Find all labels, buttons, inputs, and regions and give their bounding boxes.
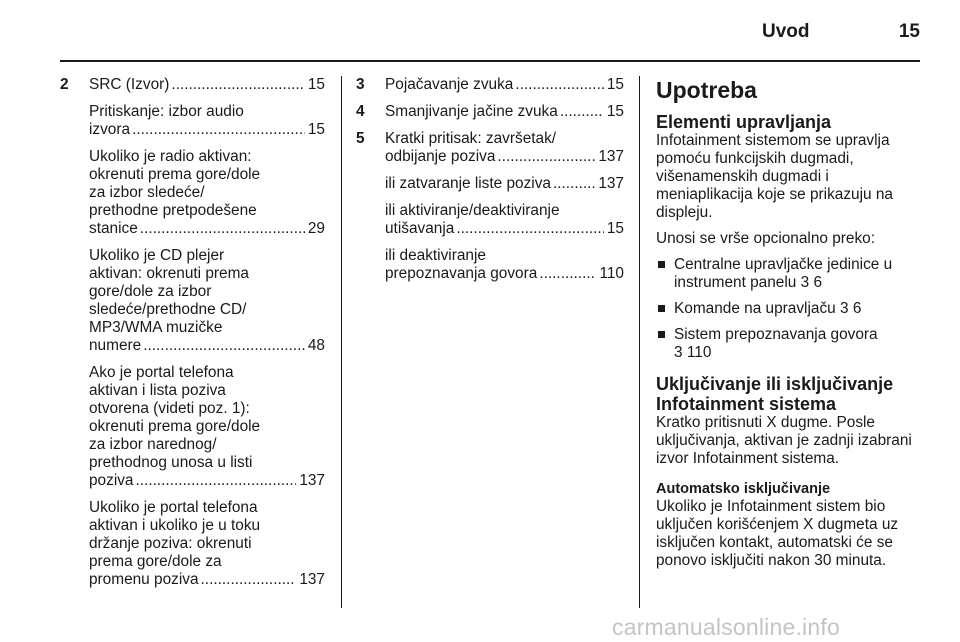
leader-dots bbox=[201, 571, 297, 589]
subheading-onoff bbox=[656, 374, 926, 414]
text-line: Komande na upravljaču bbox=[674, 300, 840, 317]
column-divider-2 bbox=[639, 76, 640, 608]
page-ref: 6 bbox=[813, 274, 823, 291]
entry-text: SRC (Izvor) bbox=[89, 76, 170, 93]
text-line: ponovo isključiti nakon 30 minuta. bbox=[656, 552, 887, 569]
item-number: 5 bbox=[356, 130, 365, 147]
text-line: aktivan i ukoliko je u toku bbox=[89, 517, 261, 534]
leader-dots bbox=[539, 265, 596, 283]
page-header bbox=[0, 0, 960, 62]
item-3 bbox=[356, 76, 624, 94]
text-line: MP3/WMA muzičke bbox=[89, 319, 223, 336]
page-ref: 110 bbox=[599, 265, 624, 282]
page-ref: 15 bbox=[606, 103, 624, 120]
text-line: Infotainment sistemom se upravlja bbox=[656, 132, 890, 149]
column-1 bbox=[60, 76, 325, 598]
text-line: uključivanja, aktivan je zadnji izabrani bbox=[656, 432, 912, 449]
square-bullet-icon bbox=[658, 331, 665, 338]
phone-list-paragraph bbox=[89, 364, 325, 490]
leader-dots bbox=[136, 472, 297, 490]
text-line: aktivan: okrenuti prema bbox=[89, 265, 249, 282]
press-paragraph bbox=[89, 103, 325, 139]
header-divider bbox=[60, 60, 920, 62]
mute-paragraph bbox=[385, 202, 624, 238]
text-line: prethodnog unosa u listi bbox=[89, 454, 253, 471]
onoff-paragraph bbox=[656, 414, 926, 468]
item-number: 3 bbox=[356, 76, 365, 93]
entry-text: poziva bbox=[89, 472, 134, 489]
section-heading: Upotreba bbox=[656, 77, 757, 103]
page-ref: 110 bbox=[686, 344, 712, 361]
ref-arrow-icon: 3 bbox=[839, 300, 849, 317]
text-line: Ukoliko je CD plejer bbox=[89, 247, 225, 264]
page-ref: 29 bbox=[307, 220, 325, 237]
entry-text: numere bbox=[89, 337, 142, 354]
entry-text: prepoznavanja govora bbox=[385, 265, 538, 282]
item-2 bbox=[60, 76, 325, 589]
ref-arrow-icon: 3 bbox=[800, 274, 810, 291]
text-line: Kratko pritisnuti bbox=[656, 414, 767, 431]
auto-off-paragraph bbox=[656, 498, 926, 570]
leader-dots bbox=[143, 337, 305, 355]
src-line bbox=[89, 76, 325, 94]
bullet-item bbox=[656, 326, 926, 362]
leader-dots bbox=[497, 148, 595, 166]
column-2 bbox=[356, 76, 624, 292]
page-ref: 137 bbox=[598, 148, 624, 165]
entry-text: Smanjivanje jačine zvuka bbox=[385, 103, 558, 120]
text-line: aktivan i lista poziva bbox=[89, 382, 226, 399]
radio-paragraph bbox=[89, 148, 325, 238]
close-list-paragraph bbox=[385, 175, 624, 193]
page-ref: 15 bbox=[606, 220, 624, 237]
item-5 bbox=[356, 130, 624, 283]
power-symbol-icon: X bbox=[803, 516, 814, 533]
text-line: gore/dole za izbor bbox=[89, 283, 212, 300]
text-line: Kratki pritisak: završetak/ bbox=[385, 130, 557, 147]
section-title: Uvod bbox=[762, 21, 810, 42]
page-ref: 48 bbox=[307, 337, 325, 354]
voice-paragraph bbox=[385, 247, 624, 283]
text-line: okrenuti prema gore/dole bbox=[89, 418, 261, 435]
text-line: dugme. Posle bbox=[776, 414, 875, 431]
call-hold-paragraph bbox=[89, 499, 325, 589]
leader-dots bbox=[171, 76, 305, 94]
text-line: okrenuti prema gore/dole bbox=[89, 166, 261, 183]
bullet-item bbox=[656, 300, 926, 318]
leader-dots bbox=[515, 76, 604, 94]
entry-text: ili zatvaranje liste poziva bbox=[385, 175, 551, 192]
text-line: instrument panelu bbox=[674, 274, 801, 291]
page-ref: 15 bbox=[307, 76, 325, 93]
ref-arrow-icon: 3 bbox=[674, 344, 683, 361]
page-ref: 137 bbox=[299, 571, 325, 588]
column-3 bbox=[656, 76, 926, 578]
text-line: Ukoliko je portal telefona bbox=[89, 499, 258, 516]
page-ref: 15 bbox=[307, 121, 325, 138]
bullet-item bbox=[656, 256, 926, 292]
leader-dots bbox=[132, 121, 305, 139]
leader-dots bbox=[140, 220, 305, 238]
entry-text: utišavanja bbox=[385, 220, 455, 237]
text-line: Centralne upravljačke jedinice u bbox=[674, 256, 893, 273]
column-divider-1 bbox=[341, 76, 342, 608]
square-bullet-icon bbox=[658, 261, 665, 268]
text-line: ili aktiviranje/deaktiviranje bbox=[385, 202, 560, 219]
text-line: prema gore/dole za bbox=[89, 553, 222, 570]
text-line: dugmeta uz bbox=[813, 516, 899, 533]
page-ref: 6 bbox=[852, 300, 862, 317]
subheading-controls: Elementi upravljanja bbox=[656, 112, 832, 132]
entry-text: izvora bbox=[89, 121, 131, 138]
text-line: displeju. bbox=[656, 204, 713, 221]
inputs-paragraph: Unosi se vrše opcionalno preko: bbox=[656, 230, 876, 247]
text-line: Pritiskanje: izbor audio bbox=[89, 103, 244, 120]
text-line: sledeće/prethodne CD/ bbox=[89, 301, 247, 318]
text-line: Ukoliko je Infotainment sistem bio bbox=[656, 498, 886, 515]
text-line: meniaplikacija koje se prikazuju na bbox=[656, 186, 893, 203]
text-line: ili deaktiviranje bbox=[385, 247, 486, 264]
text-line: za izbor sledeće/ bbox=[89, 184, 205, 201]
entry-text: Pojačavanje zvuka bbox=[385, 76, 514, 93]
text-line: višenamenskih dugmadi i bbox=[656, 168, 829, 185]
text-line: držanje poziva: okrenuti bbox=[89, 535, 252, 552]
text-line: izvor Infotainment sistema. bbox=[656, 450, 840, 467]
text-line: prethodne pretpodešene bbox=[89, 202, 257, 219]
text-line: uključen korišćenjem bbox=[656, 516, 804, 533]
text-line: Sistem prepoznavanja govora bbox=[674, 326, 878, 343]
controls-paragraph bbox=[656, 132, 926, 222]
entry-text: promenu poziva bbox=[89, 571, 199, 588]
cd-paragraph bbox=[89, 247, 325, 355]
text-line: isključen kontakt, automatski će se bbox=[656, 534, 893, 551]
heading-line: Infotainment sistema bbox=[656, 394, 837, 414]
watermark: carmanualsonline.info bbox=[612, 614, 840, 640]
text-line: Ako je portal telefona bbox=[89, 364, 234, 381]
page-ref: 137 bbox=[299, 472, 325, 489]
entry-text: stanice bbox=[89, 220, 138, 237]
power-symbol-icon: X bbox=[766, 414, 777, 431]
leader-dots bbox=[456, 220, 604, 238]
text-line: pomoću funkcijskih dugmadi, bbox=[656, 150, 854, 167]
text-line: Ukoliko je radio aktivan: bbox=[89, 148, 252, 165]
page-number: 15 bbox=[898, 21, 920, 42]
subheading-auto-off: Automatsko isključivanje bbox=[656, 481, 831, 497]
page-ref: 137 bbox=[598, 175, 624, 192]
text-line: otvorena (videti poz. 1): bbox=[89, 400, 250, 417]
entry-text: odbijanje poziva bbox=[385, 148, 496, 165]
item-number: 2 bbox=[60, 76, 69, 93]
leader-dots bbox=[553, 175, 595, 193]
item-4 bbox=[356, 103, 624, 121]
heading-line: Uključivanje ili isključivanje bbox=[656, 374, 894, 394]
page-ref: 15 bbox=[606, 76, 624, 93]
item-number: 4 bbox=[356, 103, 365, 120]
short-press-paragraph bbox=[385, 130, 624, 166]
text-line: za izbor narednog/ bbox=[89, 436, 217, 453]
square-bullet-icon bbox=[658, 305, 665, 312]
leader-dots bbox=[560, 103, 604, 121]
